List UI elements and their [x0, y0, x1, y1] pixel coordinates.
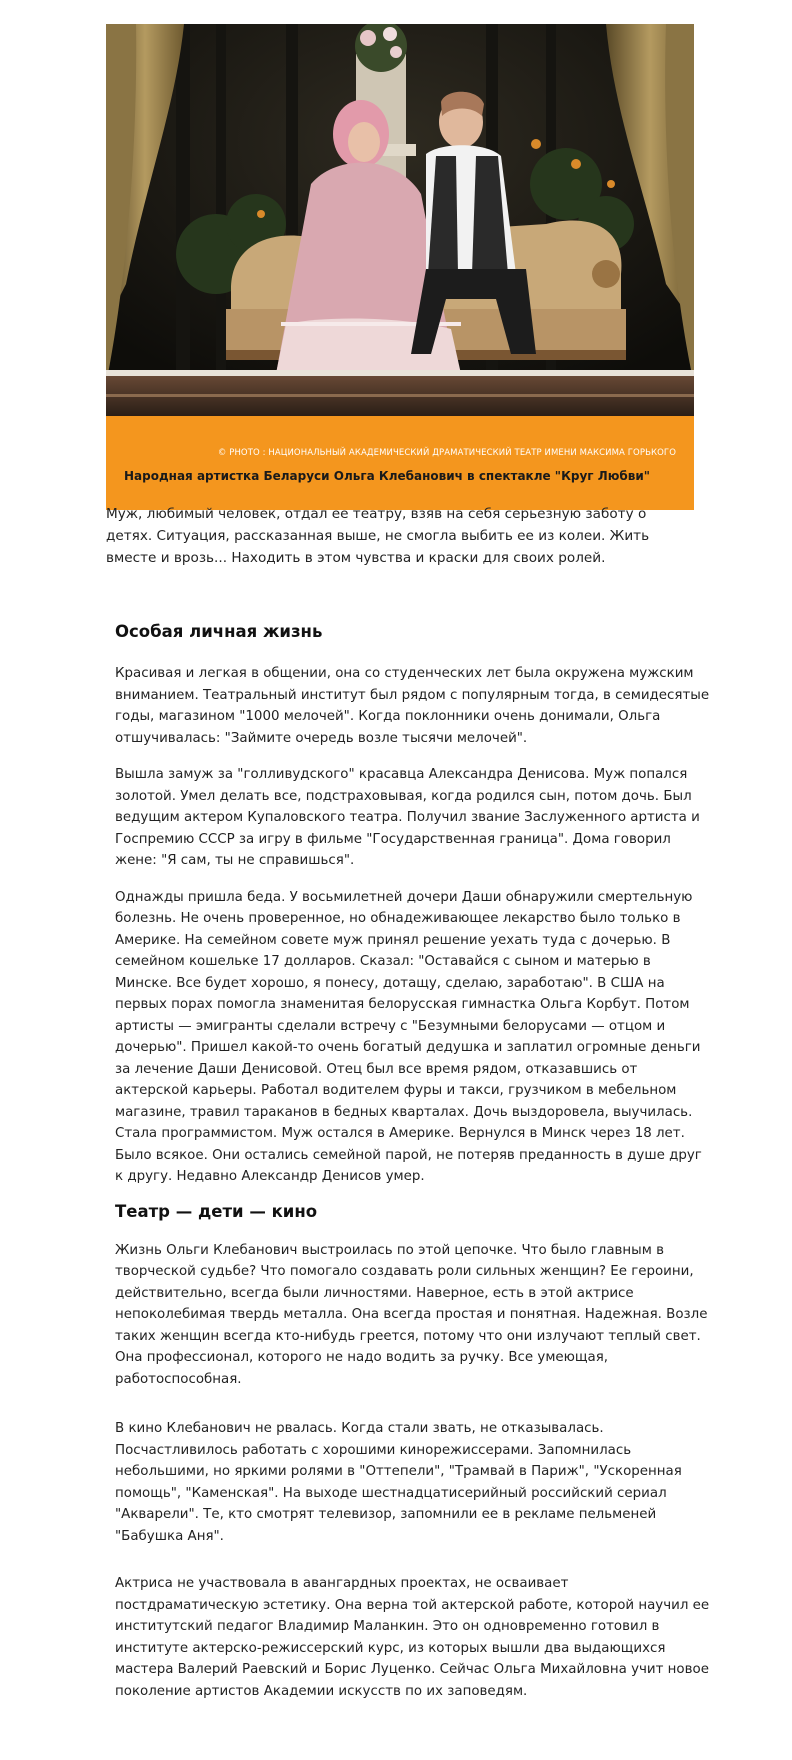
section-heading-personal-life: Особая личная жизнь — [115, 622, 323, 641]
paragraph: Актриса не участвовала в авангардных проектах, не осваивает постдраматическую эстетику. Она верна той актерской работе, которой научил ее институтский педагог Владимир Маланкин. Это он одновременно готовил в институте актерско-режиссерский курс, из которых вышли два выдающихся мастера Валерий Раевский и Борис Луценко. Сейчас Ольга Михайловна учит новое поколение артистов Академии искусств по их заповедям. — [115, 1576, 710, 1699]
paragraph: Жизнь Ольги Клебанович выстроилась по этой цепочке. Что было главным в творческой судьбе? Что помогало создавать роли сильных женщин? Ее героини, действительно, всегда были личностями. Наверное, есть в этой актрисе непоколебимая твердь металла. Она всегда простая и понятная. Надежная. Возле таких женщин всегда кто-нибудь греется, потому что они излучают теплый свет. Она профессионал, которого не надо водить за ручку. Все умеющая, работоспособная. — [115, 1242, 708, 1387]
section-heading-theatre-kids-cinema: Театр — дети — кино — [115, 1201, 318, 1221]
theatre-photo — [106, 24, 694, 416]
article-body — [115, 620, 715, 1702]
article-figure — [106, 24, 694, 486]
paragraph: Однажды пришла беда. У восьмилетней дочери Даши обнаружили смертельную болезнь. Не очень проверенное, но обнадеживающее лекарство было только в Америке. На семейном совете муж принял решение уехать туда с дочерью. В семейном кошельке 17 долларов. Сказал: "Оставайся с сыном и матерью в Минске. Все будет хорошо, я понесу, дотащу, сделаю, заработаю". В США на первых порах помогла знаменитая белорусская гимнастка Ольга Корбут. Потом артисты — эмигранты сделали встречу с "Безумными белорусами — отцом и дочерью". Пришел какой-то очень богатый дедушка и заплатил огромные деньги за лечение Даши Денисовой. Отец был все время рядом, отказавшись от актерской карьеры. Работал водителем фуры и такси, грузчиком в мебельном магазине, травил тараканов в бедных кварталах. Дочь выздоровела, выучилась. Стала программистом. Муж остался в Америке. Вернулся в Минск через 18 лет. Было всякое. Они остались семейной парой, не потеряв преданность в душе друг к другу. Недавно Александр Денисов умер. — [115, 889, 702, 1184]
photo-credit: © PHOTO : НАЦИОНАЛЬНЫЙ АКАДЕМИЧЕСКИЙ ДРАМАТИЧЕСКИЙ ТЕАТР ИМЕНИ МАКСИМА ГОРЬКОГО — [217, 448, 676, 458]
photo-caption-box — [106, 416, 694, 510]
intro-paragraph: Муж, любимый человек, отдал ее театру, взяв на себя серьезную заботу о детях. Ситуация, рассказанная выше, не смогла выбить ее из колеи. Жить вместе и врозь... Находить в этом чувства и краски для своих ролей. — [106, 506, 650, 566]
photo-caption: Народная артистка Беларуси Ольга Клебанович в спектакле "Круг Любви" — [124, 469, 650, 483]
paragraph: Красивая и легкая в общении, она со студенческих лет была окружена мужским вниманием. Театральный институт был рядом с популярным тогда, в семидесятые годы, магазином "1000 мелочей". Когда поклонники очень донимали, Ольга отшучивалась: "Займите очередь возле тысячи мелочей". — [115, 666, 710, 746]
paragraph: Вышла замуж за "голливудского" красавца Александра Денисова. Муж попался золотой. Умел делать все, подстраховывая, когда родился сын, потом дочь. Был ведущим актером Купаловского театра. Получил звание Заслуженного артиста и Госпремию СССР за игру в фильме "Государственная граница". Дома говорил жене: "Я сам, ты не справишься". — [115, 767, 700, 868]
paragraph: В кино Клебанович не рвалась. Когда стали звать, не отказывалась. Посчастливилось работать с хорошими кинорежиссерами. Запомнилась небольшими, но яркими ролями в "Оттепели", "Трамвай в Париж", "Ускоренная помощь", "Каменская". На выходе шестнадцатисерийный российский сериал "Акварели". Те, кто смотрят телевизор, запомнили ее в рекламе пельменей "Бабушка Аня". — [115, 1421, 682, 1544]
